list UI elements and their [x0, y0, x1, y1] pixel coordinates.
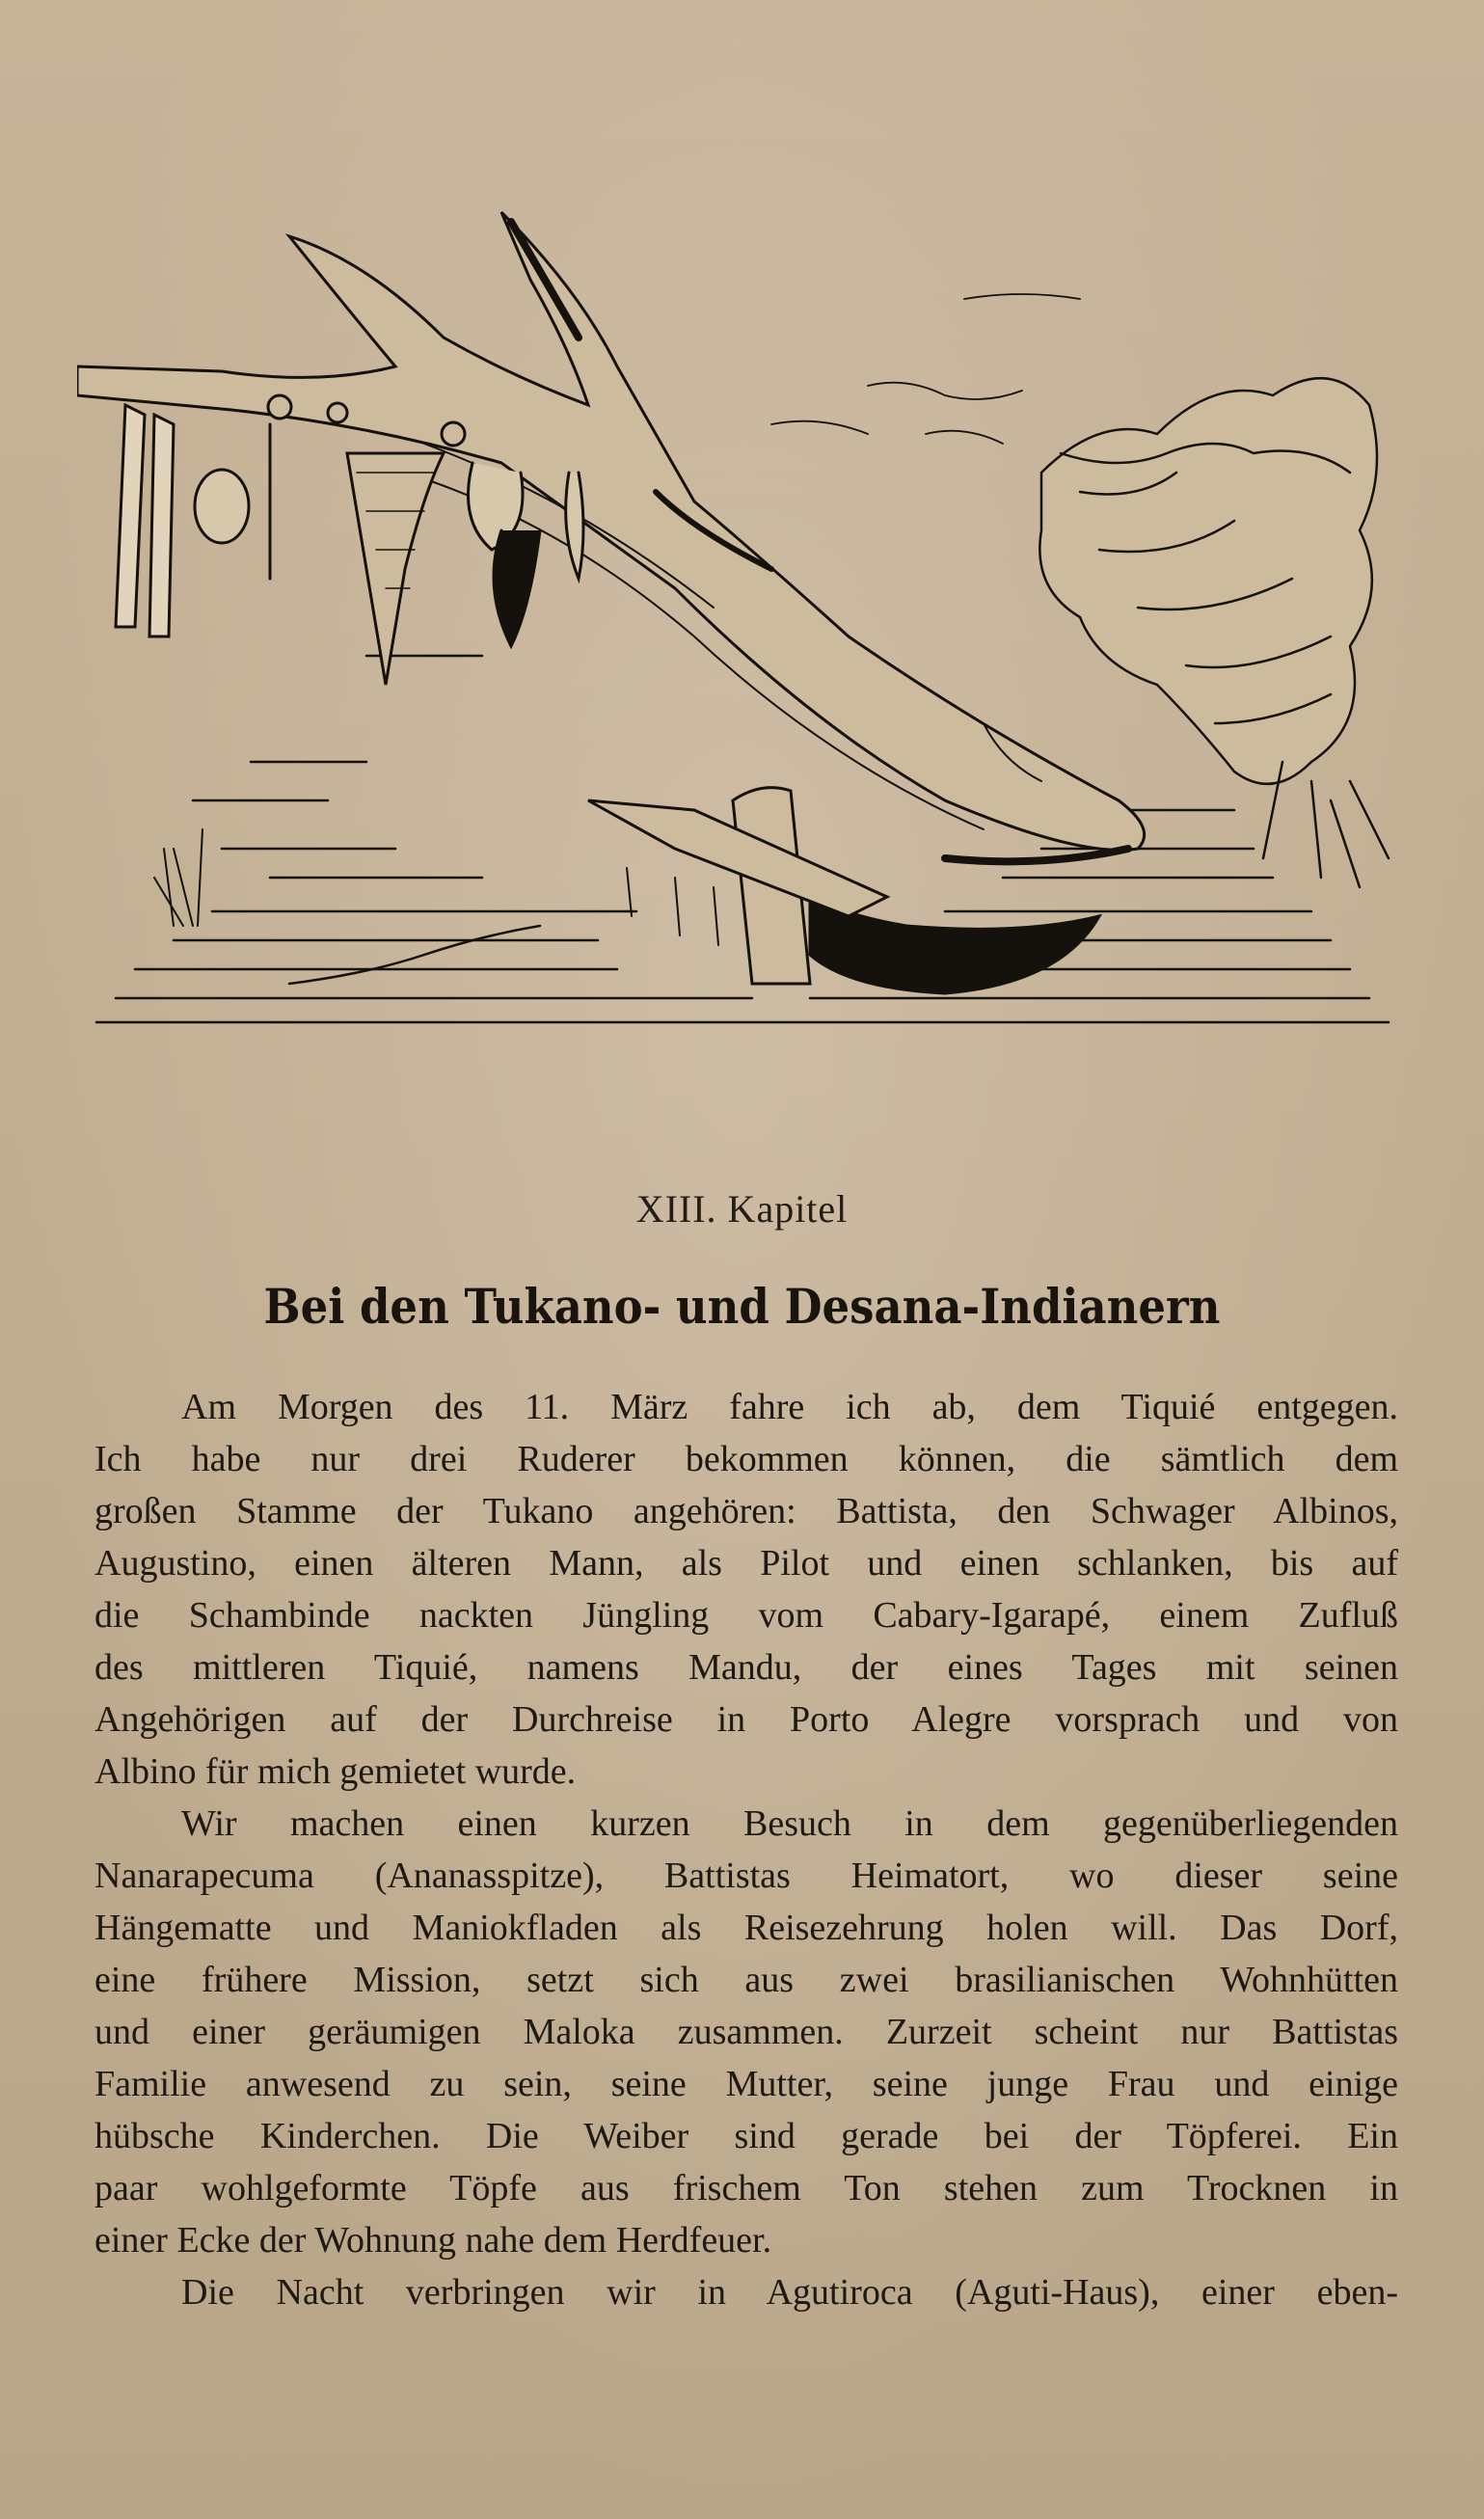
chapter-title: Bei den Tukano- und Desana-Indianern — [263, 1278, 1221, 1335]
chapter-number: XIII. Kapitel — [635, 1187, 849, 1231]
text-line: Am Morgen des 11. März fahre ich ab, dem Tiquié entgegen. — [181, 1387, 1398, 1427]
body-text — [94, 1381, 1398, 2318]
text-line: großen Stamme der Tukano angehören: Battista, den Schwager Albinos, — [94, 1491, 1398, 1531]
text-line: paar wohlgeformte Töpfe aus frischem Ton stehen zum Trocknen in — [94, 2168, 1398, 2208]
text-line: Nanarapecuma (Ananasspitze), Battistas Heimatort, wo dieser seine — [94, 1855, 1398, 1896]
text-line: einer Ecke der Wohnung nahe dem Herdfeuer. — [94, 2220, 772, 2261]
text-line: Angehörigen auf der Durchreise in Porto Alegre vorsprach und von — [94, 1699, 1398, 1740]
text-line: Albino für mich gemietet wurde. — [94, 1751, 577, 1792]
text-line: die Schambinde nackten Jüngling vom Cabary-Igarapé, einem Zufluß — [94, 1595, 1398, 1636]
reeds — [154, 829, 202, 926]
text-line: Ich habe nur drei Ruderer bekommen können, die sämtlich dem — [94, 1439, 1398, 1479]
chapter-illustration — [77, 183, 1408, 1061]
text-line: Familie anwesend zu sein, seine Mutter, seine junge Frau und einige — [94, 2064, 1398, 2104]
text-line: Die Nacht verbringen wir in Agutiroca (Aguti-Haus), einer eben- — [181, 2272, 1398, 2313]
tree-branch-illustration-icon — [77, 183, 1408, 1061]
text-line: hübsche Kinderchen. Die Weiber sind gerade bei der Töpferei. Ein — [94, 2116, 1398, 2156]
text-line: Hängematte und Maniokfladen als Reisezehrung holen will. Das Dorf, — [94, 1908, 1398, 1948]
sky-strokes — [771, 294, 1080, 444]
text-line: des mittleren Tiquié, namens Mandu, der eines Tages mit seinen — [94, 1647, 1398, 1688]
text-line: Augustino, einen älteren Mann, als Pilot und einen schlanken, bis auf — [94, 1543, 1398, 1584]
text-line: und einer geräumigen Maloka zusammen. Zurzeit scheint nur Battistas — [94, 2012, 1398, 2052]
text-line: Wir machen einen kurzen Besuch in dem gegenüberliegenden — [181, 1803, 1398, 1844]
text-line: eine frühere Mission, setzt sich aus zwei brasilianischen Wohnhütten — [94, 1960, 1398, 2000]
